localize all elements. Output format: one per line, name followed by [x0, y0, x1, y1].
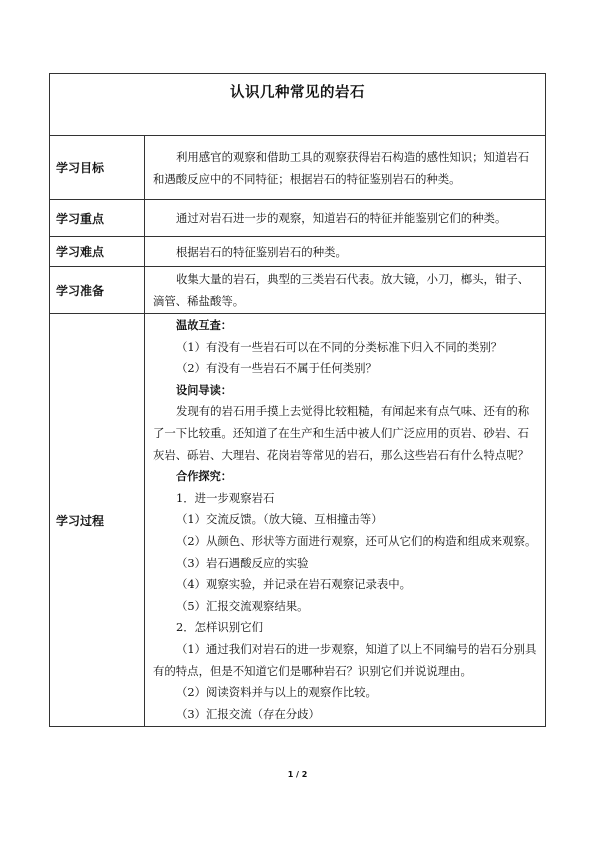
step1-title: 1．进一步观察岩石 [176, 490, 275, 505]
step2-item-b: （2）阅读资料并与以上的观察作比较。 [176, 685, 377, 700]
step2-item-a: （1）通过我们对岩石的进一步观察，知道了以上不同编号的岩石分别具有的特点，但是不知道它们是哪种岩石？识别它们并说说理由。 [153, 641, 537, 678]
process-label: 学习过程 [50, 314, 145, 727]
preparation-label: 学习准备 [50, 267, 145, 314]
difficulty-label: 学习难点 [50, 237, 145, 267]
preparation-content [145, 267, 546, 314]
key-point-row [50, 200, 546, 237]
key-point-content [145, 200, 546, 237]
preparation-row [50, 267, 546, 314]
title-row [50, 74, 546, 136]
difficulty-text: 根据岩石的特征鉴别岩石的种类。 [176, 244, 347, 259]
step2-title: 2．怎样识别它们 [176, 620, 263, 635]
guide-heading: 设问导读： [176, 383, 232, 397]
goal-text: 利用感官的观察和借助工具的观察获得岩石构造的感性知识；知道岩石和遇酸反应中的不同特征；根据岩石的特征鉴别岩石的种类。 [153, 149, 530, 186]
difficulty-row [50, 237, 546, 267]
page-number: 1 / 2 [287, 770, 308, 779]
page-title: 认识几种常见的岩石 [230, 85, 365, 101]
step1-item-b: （2）从颜色、形状等方面进行观察，还可从它们的构造和组成来观察。 [176, 533, 537, 548]
step1-item-a: （1）交流反馈。（放大镜、互相撞击等） [176, 512, 383, 527]
step1-item-d: （4）观察实验，并记录在岩石观察记录表中。 [176, 577, 412, 592]
review-question-1: （1）有没有一些岩石可以在不同的分类标准下归入不同的类别？ [176, 339, 503, 354]
goal-label: 学习目标 [50, 136, 145, 200]
goal-row [50, 136, 546, 200]
step2-item-c: （3）汇报交流（存在分歧） [176, 706, 320, 721]
title-cell [50, 74, 546, 136]
coop-heading: 合作探究： [176, 470, 232, 484]
lesson-plan-table [49, 73, 546, 727]
key-point-text: 通过对岩石进一步的观察，知道岩石的特征并能鉴别它们的种类。 [176, 211, 507, 225]
process-content [145, 314, 546, 727]
preparation-text: 收集大量的岩石，典型的三类岩石代表。放大镜，小刀，榔头，钳子、滴管、稀盐酸等。 [153, 272, 530, 308]
step1-item-e: （5）汇报交流观察结果。 [176, 598, 309, 613]
review-heading: 温故互查： [176, 319, 232, 332]
step1-item-c: （3）岩石遇酸反应的实验 [176, 555, 309, 570]
key-point-label: 学习重点 [50, 200, 145, 237]
guide-text: 发现有的岩石用手摸上去觉得比较粗糙，有闻起来有点气味、还有的称了一下比较重。还知道了在生产和生活中被人们广泛应用的页岩、砂岩、石灰岩、砾岩、大理岩、花岗岩等常见的岩石，那么这些岩石有什么特点呢？ [153, 404, 530, 462]
difficulty-content [145, 237, 546, 267]
review-question-2: （2）有没有一些岩石不属于任何类别？ [176, 361, 377, 376]
process-row [50, 314, 546, 727]
goal-content [145, 136, 546, 200]
